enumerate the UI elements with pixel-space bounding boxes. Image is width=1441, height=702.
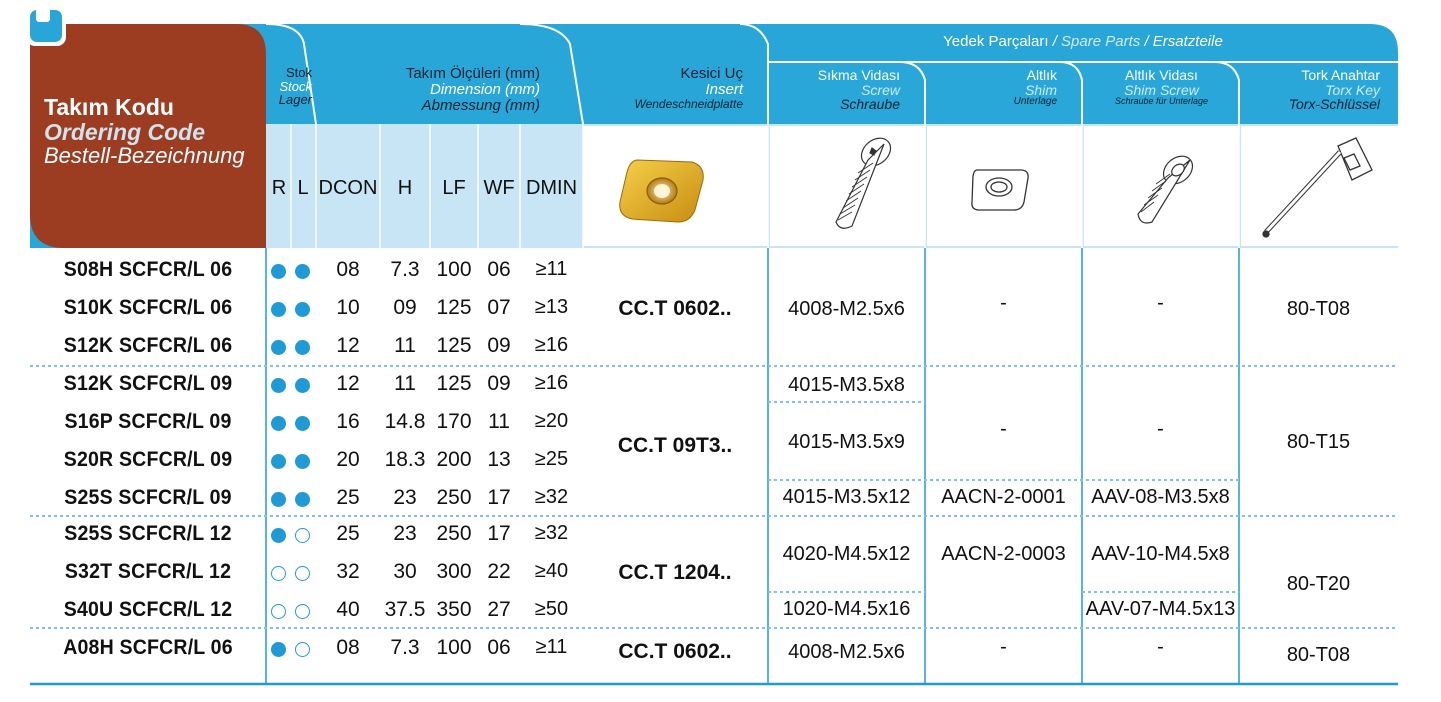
cell-wf: 27 (487, 598, 511, 621)
insert-group-1: CC.T 0602.. (618, 297, 732, 320)
cell-dmin: ≥50 (534, 598, 569, 620)
stock-r-dot (271, 566, 286, 581)
screw-group-1: 4008-M2.5x6 (788, 298, 905, 320)
key-en: Torx Key (1325, 81, 1380, 98)
cell-h: 11 (394, 372, 416, 395)
dims-header (316, 66, 540, 113)
cell-dmin: ≥11 (535, 258, 568, 280)
stock-r-dot (271, 378, 286, 393)
ordering-code: S25S SCFCR/L 09 (64, 486, 232, 509)
col-l: L (297, 177, 309, 199)
ordering-code: S08H SCFCR/L 06 (63, 258, 233, 281)
col-dmin: DMIN (525, 177, 578, 199)
stock-r-dot (271, 642, 286, 657)
cell-h: 11 (394, 334, 416, 357)
cell-dcon: 08 (336, 258, 360, 281)
cell-lf: 300 (436, 560, 472, 583)
title-de: Bestell-Bezeichnung (44, 143, 245, 168)
cell-wf: 22 (487, 560, 511, 583)
shim-header (927, 68, 1057, 108)
cell-wf: 06 (487, 636, 511, 659)
stock-r-dot (271, 264, 286, 279)
shim-group-4: - (1000, 636, 1007, 658)
cell-h: 7.3 (390, 636, 420, 659)
cell-lf: 125 (436, 372, 472, 395)
insert-de: Wendeschneidplatte (634, 96, 743, 111)
spare-en: Spare Parts (1061, 33, 1141, 50)
shim-group-1: - (1000, 292, 1007, 314)
cell-wf: 06 (487, 258, 511, 281)
stock-l-dot (295, 302, 310, 317)
shim-tr: Altlık (1026, 67, 1057, 83)
cell-dcon: 32 (336, 560, 360, 583)
insert-group-4: CC.T 0602.. (618, 640, 732, 663)
col-dcon: DCON (318, 177, 378, 199)
screw-tr: Sıkma Vidası (817, 67, 900, 83)
cell-h: 7.3 (390, 258, 420, 281)
cell-lf: 250 (436, 486, 472, 509)
cell-h: 37.5 (384, 598, 426, 621)
shim-de: Unterlage (1013, 96, 1057, 108)
stock-l-dot (295, 642, 310, 657)
ordering-code: S12K SCFCR/L 09 (63, 372, 233, 395)
screw-de: Schraube (840, 96, 900, 113)
cell-dmin: ≥13 (534, 296, 569, 318)
cell-lf: 200 (436, 448, 472, 471)
key-group-4: 80-T08 (1286, 644, 1351, 666)
shim-en: Shim (1025, 81, 1057, 98)
cell-wf: 13 (487, 448, 511, 471)
insert-en: Insert (705, 80, 743, 98)
cell-h: 30 (393, 560, 417, 583)
cell-lf: 250 (436, 522, 472, 545)
cell-dmin: ≥32 (534, 486, 569, 508)
key-group-3: 80-T20 (1286, 573, 1351, 595)
cell-wf: 17 (487, 486, 511, 509)
cell-dmin: ≥40 (534, 560, 569, 582)
col-r: R (271, 177, 287, 199)
cell-lf: 125 (436, 296, 472, 319)
stock-l-dot (295, 454, 310, 469)
shim-screw-group-2: - (1157, 418, 1164, 440)
cell-dmin: ≥16 (534, 372, 569, 394)
title-en: Ordering Code (44, 119, 206, 145)
insert-group-2: CC.T 09T3.. (617, 434, 733, 457)
shim-screw-group-3a: AAV-10-M4.5x8 (1091, 543, 1230, 565)
spare-tr: Yedek Parçaları (943, 33, 1049, 50)
ordering-code: S32T SCFCR/L 12 (64, 560, 232, 583)
cell-lf: 170 (436, 410, 472, 433)
spare-de: Ersatzteile (1152, 33, 1223, 50)
insert-tr: Kesici Uç (680, 65, 743, 82)
stock-l-dot (295, 528, 310, 543)
stock-r-dot (271, 604, 286, 619)
cell-h: 09 (393, 296, 417, 319)
cell-dcon: 08 (336, 636, 360, 659)
cell-dmin: ≥11 (535, 636, 568, 658)
key-de: Torx-Schlüssel (1288, 96, 1380, 113)
spare-parts-header (768, 33, 1398, 50)
cell-dcon: 16 (336, 410, 360, 433)
cell-dmin: ≥32 (534, 522, 569, 544)
spare-sep-1: / (1052, 33, 1057, 50)
shim-screw-de: Schraube für Unterlage (1114, 96, 1209, 107)
screw-group-4: 4008-M2.5x6 (788, 641, 905, 663)
shim-screw-group-4: - (1157, 636, 1164, 658)
col-lf: LF (442, 177, 466, 199)
shim-screw-group-1: - (1157, 292, 1164, 314)
insert-group-3: CC.T 1204.. (618, 561, 732, 584)
cell-dmin: ≥25 (534, 448, 569, 470)
dims-de: Abmessung (mm) (421, 96, 540, 114)
ordering-code: S10K SCFCR/L 06 (63, 296, 233, 319)
stock-tr: Stok (285, 65, 312, 80)
shim-screw-en: Shim Screw (1124, 81, 1199, 98)
stock-en: Stock (279, 78, 312, 94)
stock-l-dot (295, 566, 310, 581)
col-h: H (397, 177, 413, 199)
screw-header (770, 68, 900, 112)
ordering-code: S20R SCFCR/L 09 (63, 448, 233, 471)
key-group-2: 80-T15 (1286, 431, 1351, 453)
cell-dcon: 12 (336, 334, 360, 357)
cell-dmin: ≥16 (534, 334, 569, 356)
cell-lf: 100 (436, 258, 472, 281)
cell-dmin: ≥20 (534, 410, 569, 432)
col-wf: WF (483, 177, 515, 199)
insert-header (583, 66, 743, 110)
shim-screw-group-3b: AAV-07-M4.5x13 (1085, 598, 1236, 620)
stock-r-dot (271, 302, 286, 317)
dims-tr: Takım Ölçüleri (mm) (405, 65, 540, 82)
cell-dcon: 20 (336, 448, 360, 471)
cell-dcon: 25 (336, 522, 360, 545)
cell-wf: 09 (487, 372, 511, 395)
stock-r-dot (271, 340, 286, 355)
stock-de: Lager (278, 92, 312, 108)
stock-r-dot (271, 454, 286, 469)
screw-group-2c: 4015-M3.5x12 (782, 486, 911, 508)
stock-l-dot (295, 492, 310, 507)
ordering-code: A08H SCFCR/L 06 (63, 636, 233, 659)
title-tr: Takım Kodu (44, 94, 174, 120)
key-group-1: 80-T08 (1286, 298, 1351, 320)
key-header (1241, 68, 1380, 112)
screw-group-3b: 1020-M4.5x16 (782, 598, 911, 620)
stock-header (266, 66, 312, 107)
cell-lf: 100 (436, 636, 472, 659)
ordering-code: S40U SCFCR/L 12 (63, 598, 233, 621)
ordering-code: S12K SCFCR/L 06 (63, 334, 233, 357)
cell-wf: 07 (487, 296, 511, 319)
screw-group-2b: 4015-M3.5x9 (788, 431, 905, 453)
cell-h: 14.8 (384, 410, 426, 433)
cell-h: 23 (393, 522, 417, 545)
shim-screw-tr: Altlık Vidası (1125, 67, 1198, 83)
title-block (44, 94, 259, 168)
cell-wf: 11 (488, 410, 510, 433)
cell-lf: 125 (436, 334, 472, 357)
stock-l-dot (295, 340, 310, 355)
shim-group-2c: AACN-2-0001 (941, 486, 1066, 508)
shim-group-2: - (1000, 418, 1007, 440)
stock-r-dot (271, 528, 286, 543)
screw-group-2a: 4015-M3.5x8 (788, 374, 905, 396)
shim-screw-header (1084, 68, 1239, 107)
stock-l-dot (295, 604, 310, 619)
screw-en: Screw (861, 81, 900, 98)
key-tr: Tork Anahtar (1301, 67, 1380, 83)
shim-image (972, 170, 1028, 210)
insert-image (620, 160, 704, 222)
stock-l-dot (295, 378, 310, 393)
screw-group-3a: 4020-M4.5x12 (782, 543, 911, 565)
cell-dcon: 40 (336, 598, 360, 621)
cell-dcon: 10 (336, 296, 360, 319)
stock-l-dot (295, 416, 310, 431)
cell-h: 23 (393, 486, 417, 509)
ordering-code: S16P SCFCR/L 09 (64, 410, 232, 433)
shim-group-3: AACN-2-0003 (941, 543, 1066, 565)
ordering-code: S25S SCFCR/L 12 (64, 522, 232, 545)
cell-lf: 350 (436, 598, 472, 621)
stock-r-dot (271, 416, 286, 431)
cell-h: 18.3 (384, 448, 426, 471)
stock-r-dot (271, 492, 286, 507)
spare-sep-2: / (1144, 33, 1149, 50)
cell-wf: 09 (487, 334, 511, 357)
stock-l-dot (295, 264, 310, 279)
shim-screw-group-2c: AAV-08-M3.5x8 (1091, 486, 1230, 508)
dims-en: Dimension (mm) (429, 80, 540, 98)
cell-wf: 17 (487, 522, 511, 545)
cell-dcon: 12 (336, 372, 360, 395)
cell-dcon: 25 (336, 486, 360, 509)
